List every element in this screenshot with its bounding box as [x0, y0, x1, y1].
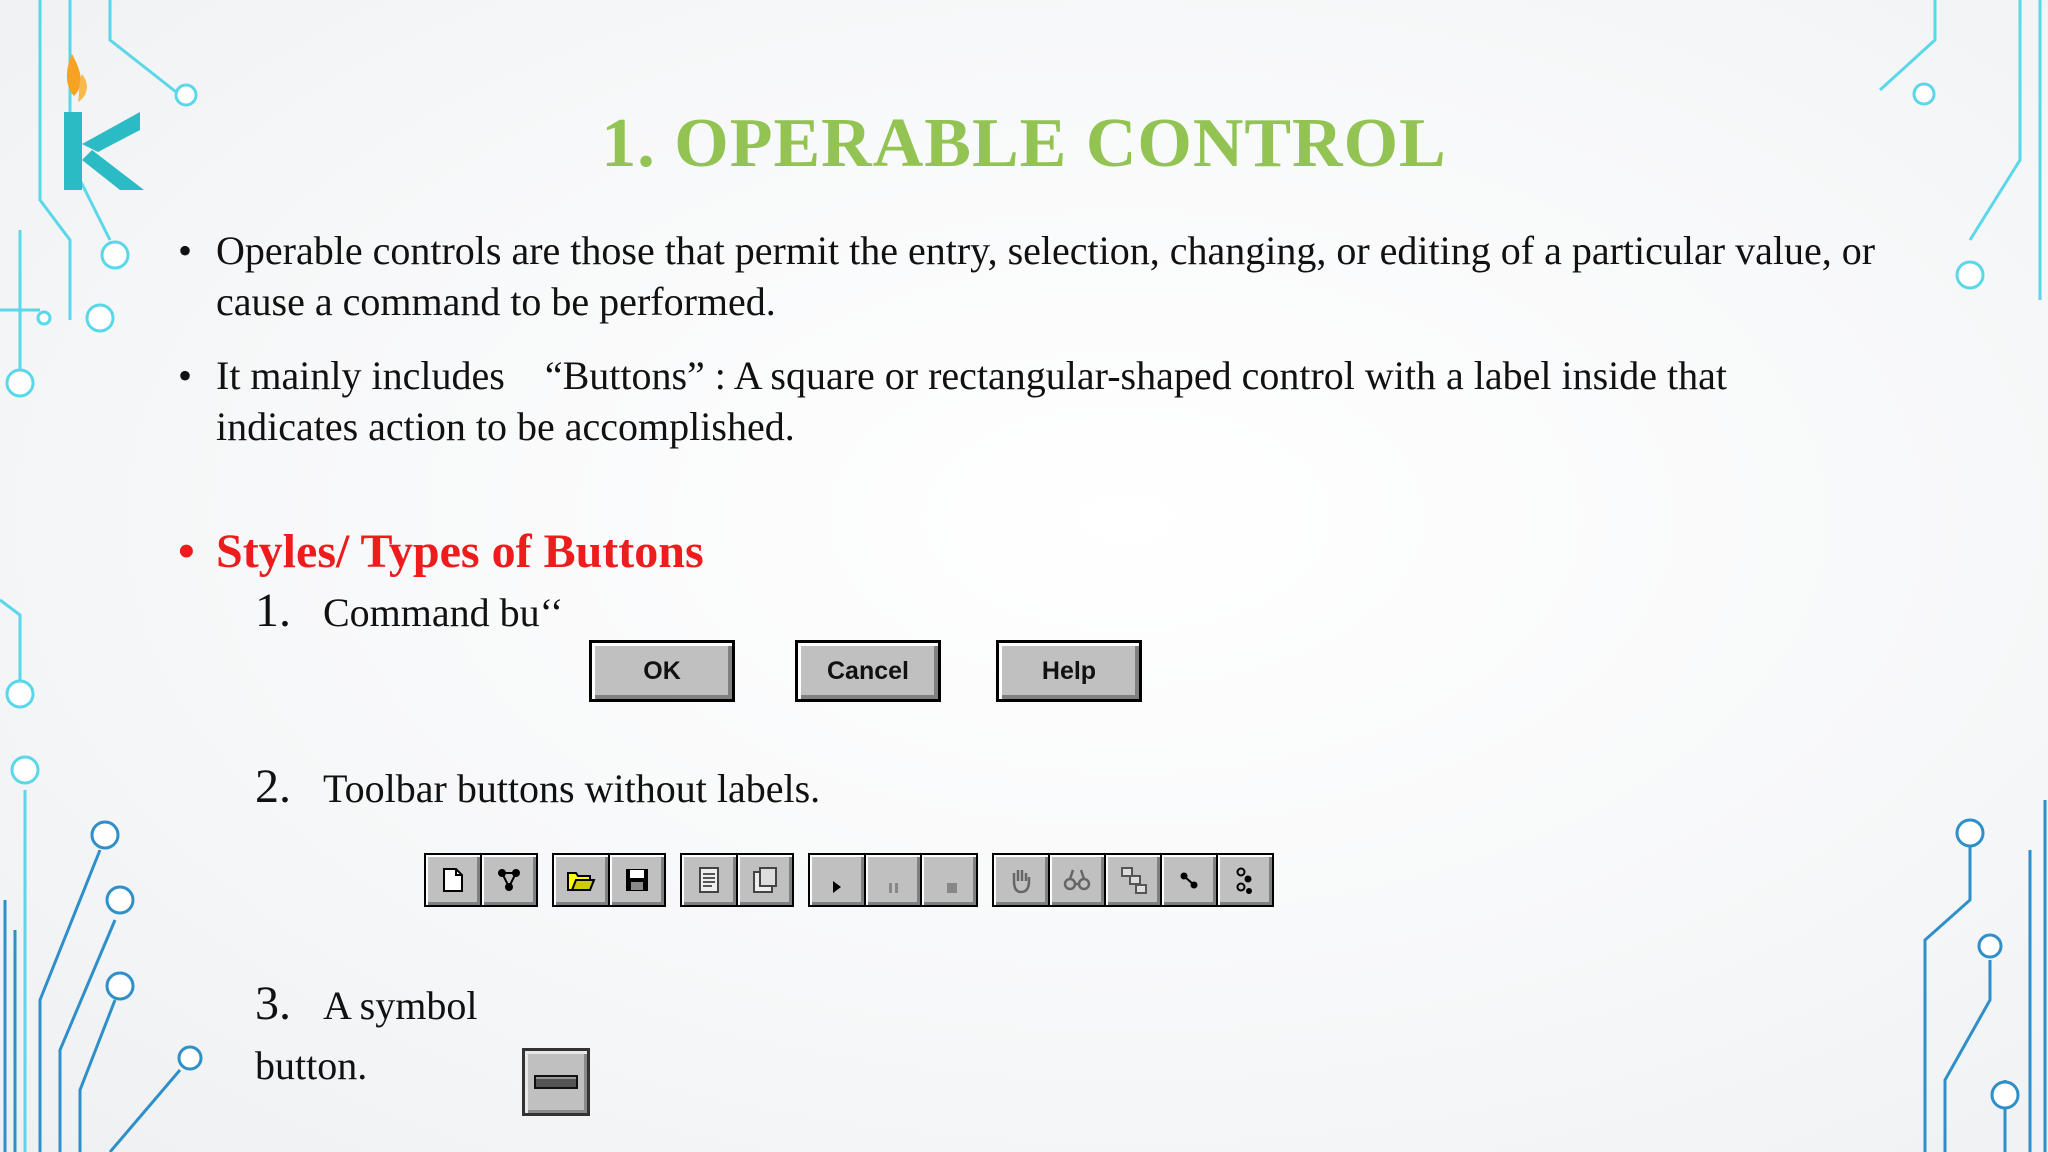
- page-icon[interactable]: [680, 853, 738, 907]
- list-item: [255, 583, 563, 638]
- bullet-text: It mainly includes “Buttons” : A square or rectangular-shaped control with a label inside that: [216, 353, 1728, 398]
- bullet-text-continued: indicates action to be accomplished.: [216, 404, 795, 449]
- network-icon[interactable]: [480, 853, 538, 907]
- item-label: Command bu‘‘: [323, 590, 564, 635]
- heading-text: Styles/ Types of Buttons: [216, 525, 704, 578]
- list-item: [255, 759, 820, 814]
- bullet-item: [178, 225, 1948, 327]
- new-document-icon[interactable]: [424, 853, 482, 907]
- bullet-dot: •: [178, 228, 193, 273]
- hierarchy-icon[interactable]: [1104, 853, 1162, 907]
- item-number: 1.: [255, 584, 291, 637]
- properties-icon[interactable]: [736, 853, 794, 907]
- item-label-continued: button.: [255, 1043, 368, 1088]
- minus-icon: [534, 1075, 578, 1089]
- bullet-dot: •: [178, 525, 195, 578]
- link-icon[interactable]: [1160, 853, 1218, 907]
- help-button[interactable]: Help: [996, 640, 1142, 702]
- section-heading: [178, 526, 1948, 577]
- nodes-icon[interactable]: [1216, 853, 1274, 907]
- ok-button[interactable]: OK: [589, 640, 735, 702]
- stop-icon[interactable]: [920, 853, 978, 907]
- bullet-item: [178, 350, 1948, 452]
- open-folder-icon[interactable]: [552, 853, 610, 907]
- bullet-dot: •: [178, 353, 193, 398]
- list-item: [255, 976, 477, 1031]
- bullet-text: Operable controls are those that permit the entry, selection, changing, or editing of a particular value, or cause a command to be performed.: [216, 228, 1876, 324]
- play-icon[interactable]: [808, 853, 866, 907]
- item-label: A symbol: [323, 983, 478, 1028]
- item-number: 2.: [255, 760, 291, 813]
- pause-icon[interactable]: [864, 853, 922, 907]
- item-label: Toolbar buttons without labels.: [323, 766, 821, 811]
- binoculars-icon[interactable]: [1048, 853, 1106, 907]
- symbol-button[interactable]: [522, 1048, 590, 1116]
- save-icon[interactable]: [608, 853, 666, 907]
- cancel-button[interactable]: Cancel: [795, 640, 941, 702]
- item-number: 3.: [255, 977, 291, 1030]
- hand-icon[interactable]: [992, 853, 1050, 907]
- slide-title: 1. OPERABLE CONTROL: [601, 105, 1447, 182]
